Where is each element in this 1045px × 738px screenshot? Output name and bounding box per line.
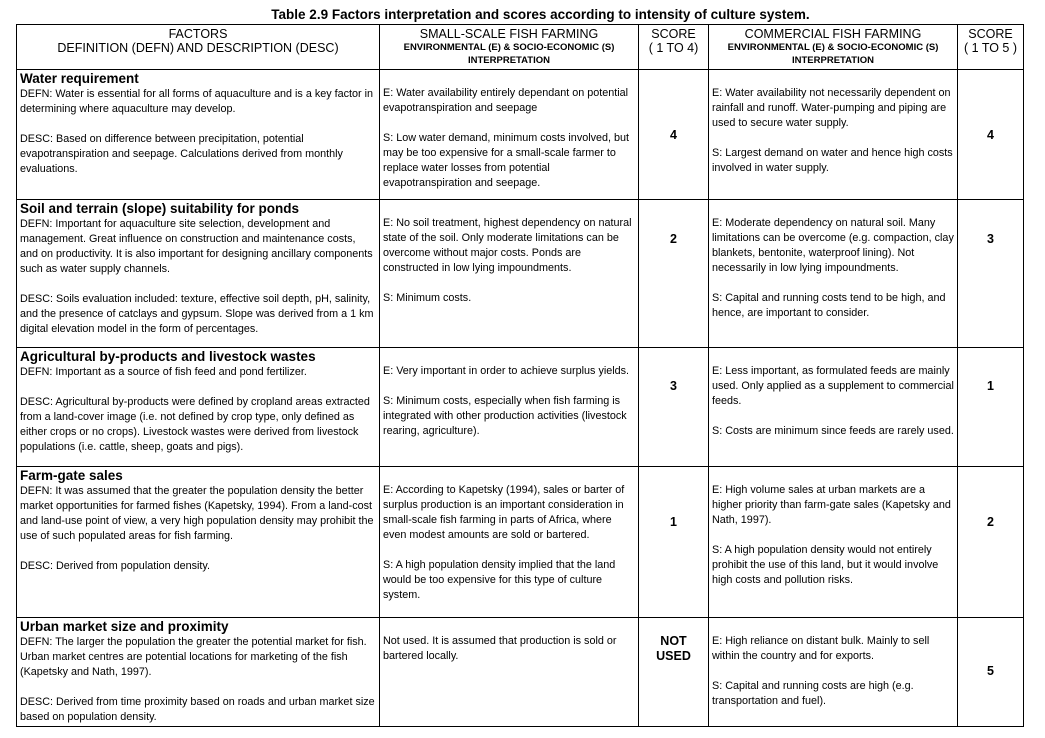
score-small [639, 618, 709, 727]
comm-socio: S: A high population density would not entirely prohibit the use of this land, but it would involve high costs and pollution risks. [712, 544, 939, 586]
factor-defn: DEFN: Water is essential for all forms of aquaculture and is a key factor in determining where aquaculture may develop. [20, 88, 374, 115]
comm-env: E: High reliance on distant bulk. Mainly to sell within the country and for exports. [712, 635, 930, 662]
factor-cell [17, 200, 380, 348]
small-scale-cell [380, 70, 639, 200]
header-small-scale: SMALL-SCALE FISH FARMING ENVIRONMENTAL (E) & SOCIO-ECONOMIC (S) INTERPRETATION [380, 25, 639, 70]
score-small: 2 [639, 200, 709, 348]
comm-env: E: Moderate dependency on natural soil. Many limitations can be overcome (e.g. compaction, clay blankets, bentonite, waterproof lining). Not necessarily in low lying impoundments. [712, 217, 954, 274]
score-commercial: 5 [958, 618, 1024, 727]
header-score-small: SCORE ( 1 TO 4) [639, 25, 709, 70]
comm-socio: S: Costs are minimum since feeds are rarely used. [712, 425, 954, 437]
small-env: E: According to Kapetsky (1994), sales or barter of surplus production is an important consideration in small-scale fish farming in parts of Africa, where even modest amounts are sold or bartered. [383, 484, 625, 541]
factor-cell [17, 618, 380, 727]
commercial-cell [709, 467, 958, 618]
factor-desc: DESC: Soils evaluation included: texture, effective soil depth, pH, salinity, and the presence of catclays and gypsum. Slope was derived from a 1 km digital elevation model in the form of percentages. [20, 293, 374, 335]
score-commercial: 2 [958, 467, 1024, 618]
header-score-commercial: SCORE ( 1 TO 5 ) [958, 25, 1024, 70]
factor-desc: DESC: Agricultural by-products were defined by cropland areas extracted from a land-cover image (i.e. not defined by crop type, only defined as either crops or no crops). Livestock wastes were derived from livestock populations (i.e. cattle, sheep, goats and pigs). [20, 396, 370, 453]
factor-desc: DESC: Based on difference between precipitation, potential evapotranspiration and seepage. Calculations derived from monthly evaluations. [20, 133, 343, 175]
table-row [17, 200, 1024, 348]
comm-socio: S: Capital and running costs tend to be high, and hence, are important to consider. [712, 292, 946, 319]
factor-name: Soil and terrain (slope) suitability for ponds [20, 201, 300, 216]
commercial-cell [709, 70, 958, 200]
score-small: 4 [639, 70, 709, 200]
factor-defn: DEFN: It was assumed that the greater the population density the better market opportunities for farmed fishes (Kapetsky, 1994). From a land-cost and land-use point of view, a very high population density may prohibit the use of such populated areas for fish farming. [20, 485, 374, 542]
table-row [17, 70, 1024, 200]
commercial-cell [709, 200, 958, 348]
small-env: Not used. It is assumed that production is sold or bartered locally. [383, 635, 617, 662]
comm-env: E: Water availability not necessarily dependent on rainfall and runoff. Water-pumping and piping are used to secure water supply. [712, 87, 951, 129]
factor-cell [17, 348, 380, 467]
comm-socio: S: Largest demand on water and hence high costs involved in water supply. [712, 147, 953, 174]
factors-table [16, 24, 1024, 727]
small-socio: S: Low water demand, minimum costs involved, but may be too expensive for a small-scale farmer to replace water losses from potential evapotranspiration and seepage. [383, 132, 630, 189]
small-scale-cell [380, 200, 639, 348]
comm-env: E: Less important, as formulated feeds are mainly used. Only applied as a supplement to commercial feeds. [712, 365, 954, 407]
comm-socio: S: Capital and running costs are high (e.g. transportation and fuel). [712, 680, 914, 707]
small-scale-cell [380, 348, 639, 467]
comm-env: E: High volume sales at urban markets are a higher priority than farm-gate sales (Kapetsky and Nath, 1997). [712, 484, 951, 526]
header-row [17, 25, 1024, 70]
score-small: 1 [639, 467, 709, 618]
factor-cell [17, 70, 380, 200]
commercial-cell [709, 618, 958, 727]
score-small: 3 [639, 348, 709, 467]
score-small-line1: NOT [660, 634, 687, 648]
factor-name: Urban market size and proximity [20, 619, 229, 634]
factor-defn: DEFN: Important as a source of fish feed and pond fertilizer. [20, 366, 307, 378]
small-env: E: Water availability entirely dependant on potential evapotranspiration and seepage [383, 87, 629, 114]
score-small-line2: USED [656, 649, 691, 663]
table-row [17, 348, 1024, 467]
factor-name: Farm-gate sales [20, 468, 123, 483]
small-socio: S: Minimum costs, especially when fish farming is integrated with other production activities (livestock rearing, agriculture). [383, 395, 627, 437]
factor-name: Water requirement [20, 71, 139, 86]
small-socio: S: A high population density implied that the land would be too expensive for this type of culture system. [383, 559, 616, 601]
table-row [17, 467, 1024, 618]
small-env: E: Very important in order to achieve surplus yields. [383, 365, 630, 377]
score-commercial: 3 [958, 200, 1024, 348]
factor-name: Agricultural by-products and livestock wastes [20, 349, 316, 364]
factor-defn: DEFN: Important for aquaculture site selection, development and management. Great influence on construction and maintenance costs, and on productivity. It is also important for designing ancillary components such as water supply channels. [20, 218, 373, 275]
small-scale-cell [380, 467, 639, 618]
small-socio: S: Minimum costs. [383, 292, 472, 304]
small-scale-cell [380, 618, 639, 727]
factor-desc: DESC: Derived from population density. [20, 560, 211, 572]
score-commercial: 4 [958, 70, 1024, 200]
factor-desc: DESC: Derived from time proximity based on roads and urban market size based on population density. [20, 696, 375, 723]
small-env: E: No soil treatment, highest dependency on natural state of the soil. Only moderate limitations can be overcome without major costs. Ponds are constructed in low lying impoundments. [383, 217, 632, 274]
header-factors: FACTORS DEFINITION (DEFN) AND DESCRIPTION (DESC) [17, 25, 380, 70]
factor-cell [17, 467, 380, 618]
score-commercial: 1 [958, 348, 1024, 467]
commercial-cell [709, 348, 958, 467]
table-row [17, 618, 1024, 727]
table-title: Table 2.9 Factors interpretation and scores according to intensity of culture system. [271, 7, 810, 22]
header-commercial: COMMERCIAL FISH FARMING ENVIRONMENTAL (E) & SOCIO-ECONOMIC (S) INTERPRETATION [709, 25, 958, 70]
factor-defn: DEFN: The larger the population the greater the potential market for fish. Urban market centres are potential locations for marketing of the fish (Kapetsky and Nath, 1997). [20, 636, 367, 678]
